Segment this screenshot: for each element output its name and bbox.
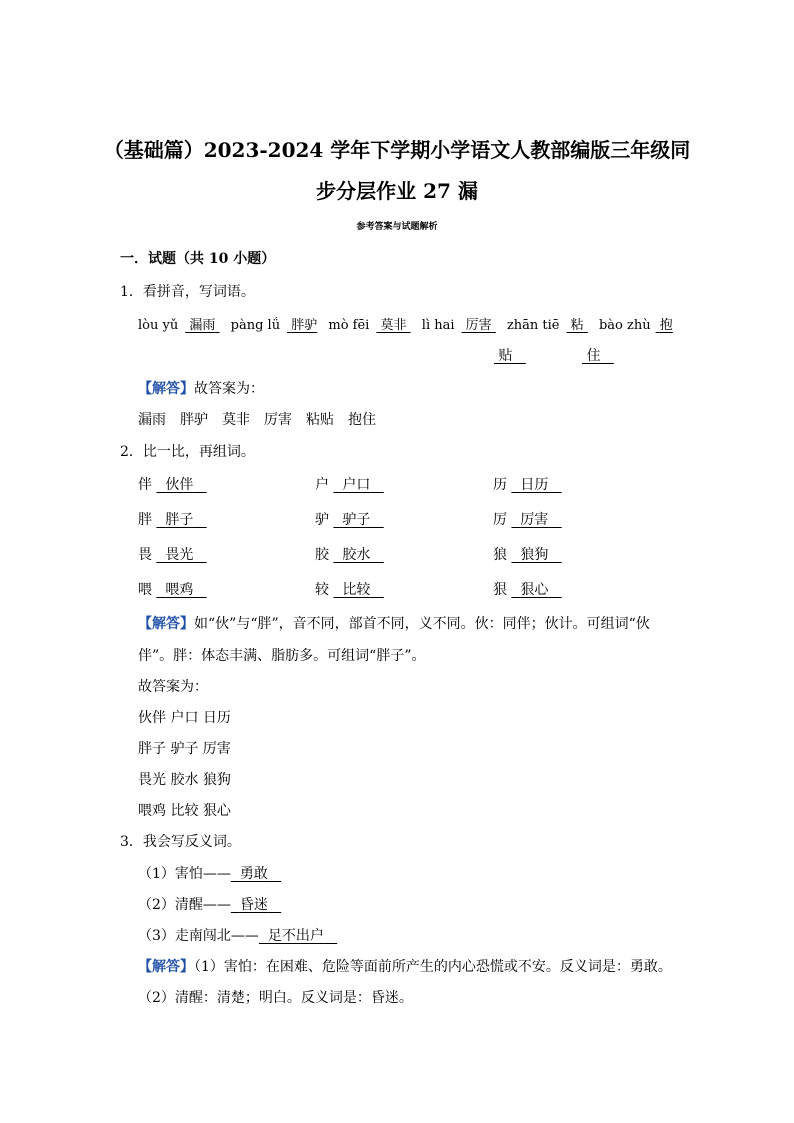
- q2-cell: 伴 伙伴: [138, 477, 194, 493]
- q2-cell: 较 比较: [315, 582, 371, 598]
- answer-blank-6: 抱: [659, 318, 673, 333]
- jieda-tag: 【解答】: [138, 959, 194, 975]
- question-2-answer-line: 喂鸡 比较 狠心: [138, 803, 231, 819]
- question-2-answer-line: 胖子 驴子 厉害: [138, 741, 231, 757]
- jieda-tag: 【解答】: [138, 616, 194, 632]
- answer-blank-1: 漏雨: [189, 318, 216, 333]
- question-2-answer-line: 伙伴 户口 日历: [138, 710, 231, 726]
- question-2-stem: 2．比一比，再组词。: [120, 444, 255, 460]
- answer-blank-3: 莫非: [380, 318, 407, 333]
- answer-blank-2: 胖驴: [291, 318, 318, 333]
- q3-item: （3）走南闯北—— 足不出户: [138, 928, 324, 944]
- question-1-answers: 漏雨 胖驴 莫非 厉害 粘贴 抱住: [138, 412, 376, 428]
- pinyin-5: zhān tiē: [506, 318, 560, 333]
- question-1-stem: 1．看拼音，写词语。: [120, 284, 255, 300]
- q2-cell: 户 户口: [315, 477, 371, 493]
- question-1-pinyin-row: [138, 314, 678, 333]
- question-1-jieda: 【解答】故答案为：: [138, 381, 264, 397]
- question-2-answer-label: 故答案为：: [138, 679, 208, 695]
- answer-blank-5-wrap: 贴: [498, 348, 513, 364]
- q3-item: （2）清醒—— 昏迷: [138, 897, 268, 913]
- pinyin-4: lì hai: [421, 318, 455, 333]
- q2-cell: 驴 驴子: [315, 512, 371, 528]
- question-3-stem: 3．我会写反义词。: [120, 834, 241, 850]
- pinyin-1: lòu yǔ: [138, 318, 179, 333]
- pinyin-6: bào zhù: [598, 318, 651, 333]
- q2-cell: 胖 胖子: [138, 512, 194, 528]
- answer-blank-6-wrap: 住: [586, 348, 601, 364]
- page-subtitle: 参考答案与试题解析: [356, 222, 438, 232]
- question-3-jieda-line2: （2）清醒：清楚；明白。反义词是：昏迷。: [138, 990, 413, 1006]
- q2-cell: 历 日历: [493, 477, 549, 493]
- q2-cell: 胶 胶水: [315, 547, 371, 563]
- page-title-line2: 步分层作业 27 漏: [316, 179, 478, 203]
- question-3-jieda-line1: 【解答】（1）害怕：在困难、危险等面前所产生的内心恐慌或不安。反义词是：勇敢。: [138, 959, 672, 975]
- question-2-jieda-line2: 伴”。胖：体态丰满、脂肪多。可组词“胖子”。: [138, 648, 426, 664]
- page-title-line1: （基础篇）2023-2024 学年下学期小学语文人教部编版三年级同: [103, 138, 691, 162]
- q2-cell: 喂 喂鸡: [138, 582, 194, 598]
- question-2-jieda-line1: 【解答】如“伙”与“胖”，音不同，部首不同，义不同。伙：同伴；伙计。可组词“伙: [138, 616, 650, 632]
- pinyin-3: mò fēi: [328, 318, 370, 333]
- q3-item: （1）害怕—— 勇敢: [138, 866, 268, 882]
- pinyin-2: pàng lǘ: [230, 318, 281, 333]
- q2-cell: 狼 狼狗: [493, 547, 549, 563]
- q2-cell: 畏 畏光: [138, 547, 194, 563]
- jieda-tag: 【解答】: [138, 381, 194, 397]
- q2-cell: 厉 厉害: [493, 512, 549, 528]
- answer-blank-4: 厉害: [465, 318, 492, 333]
- q2-cell: 狠 狠心: [493, 582, 549, 598]
- question-2-answer-line: 畏光 胶水 狼狗: [138, 772, 231, 788]
- answer-blank-5: 粘: [570, 318, 584, 333]
- section-heading: 一．试题（共 10 小题）: [120, 251, 276, 267]
